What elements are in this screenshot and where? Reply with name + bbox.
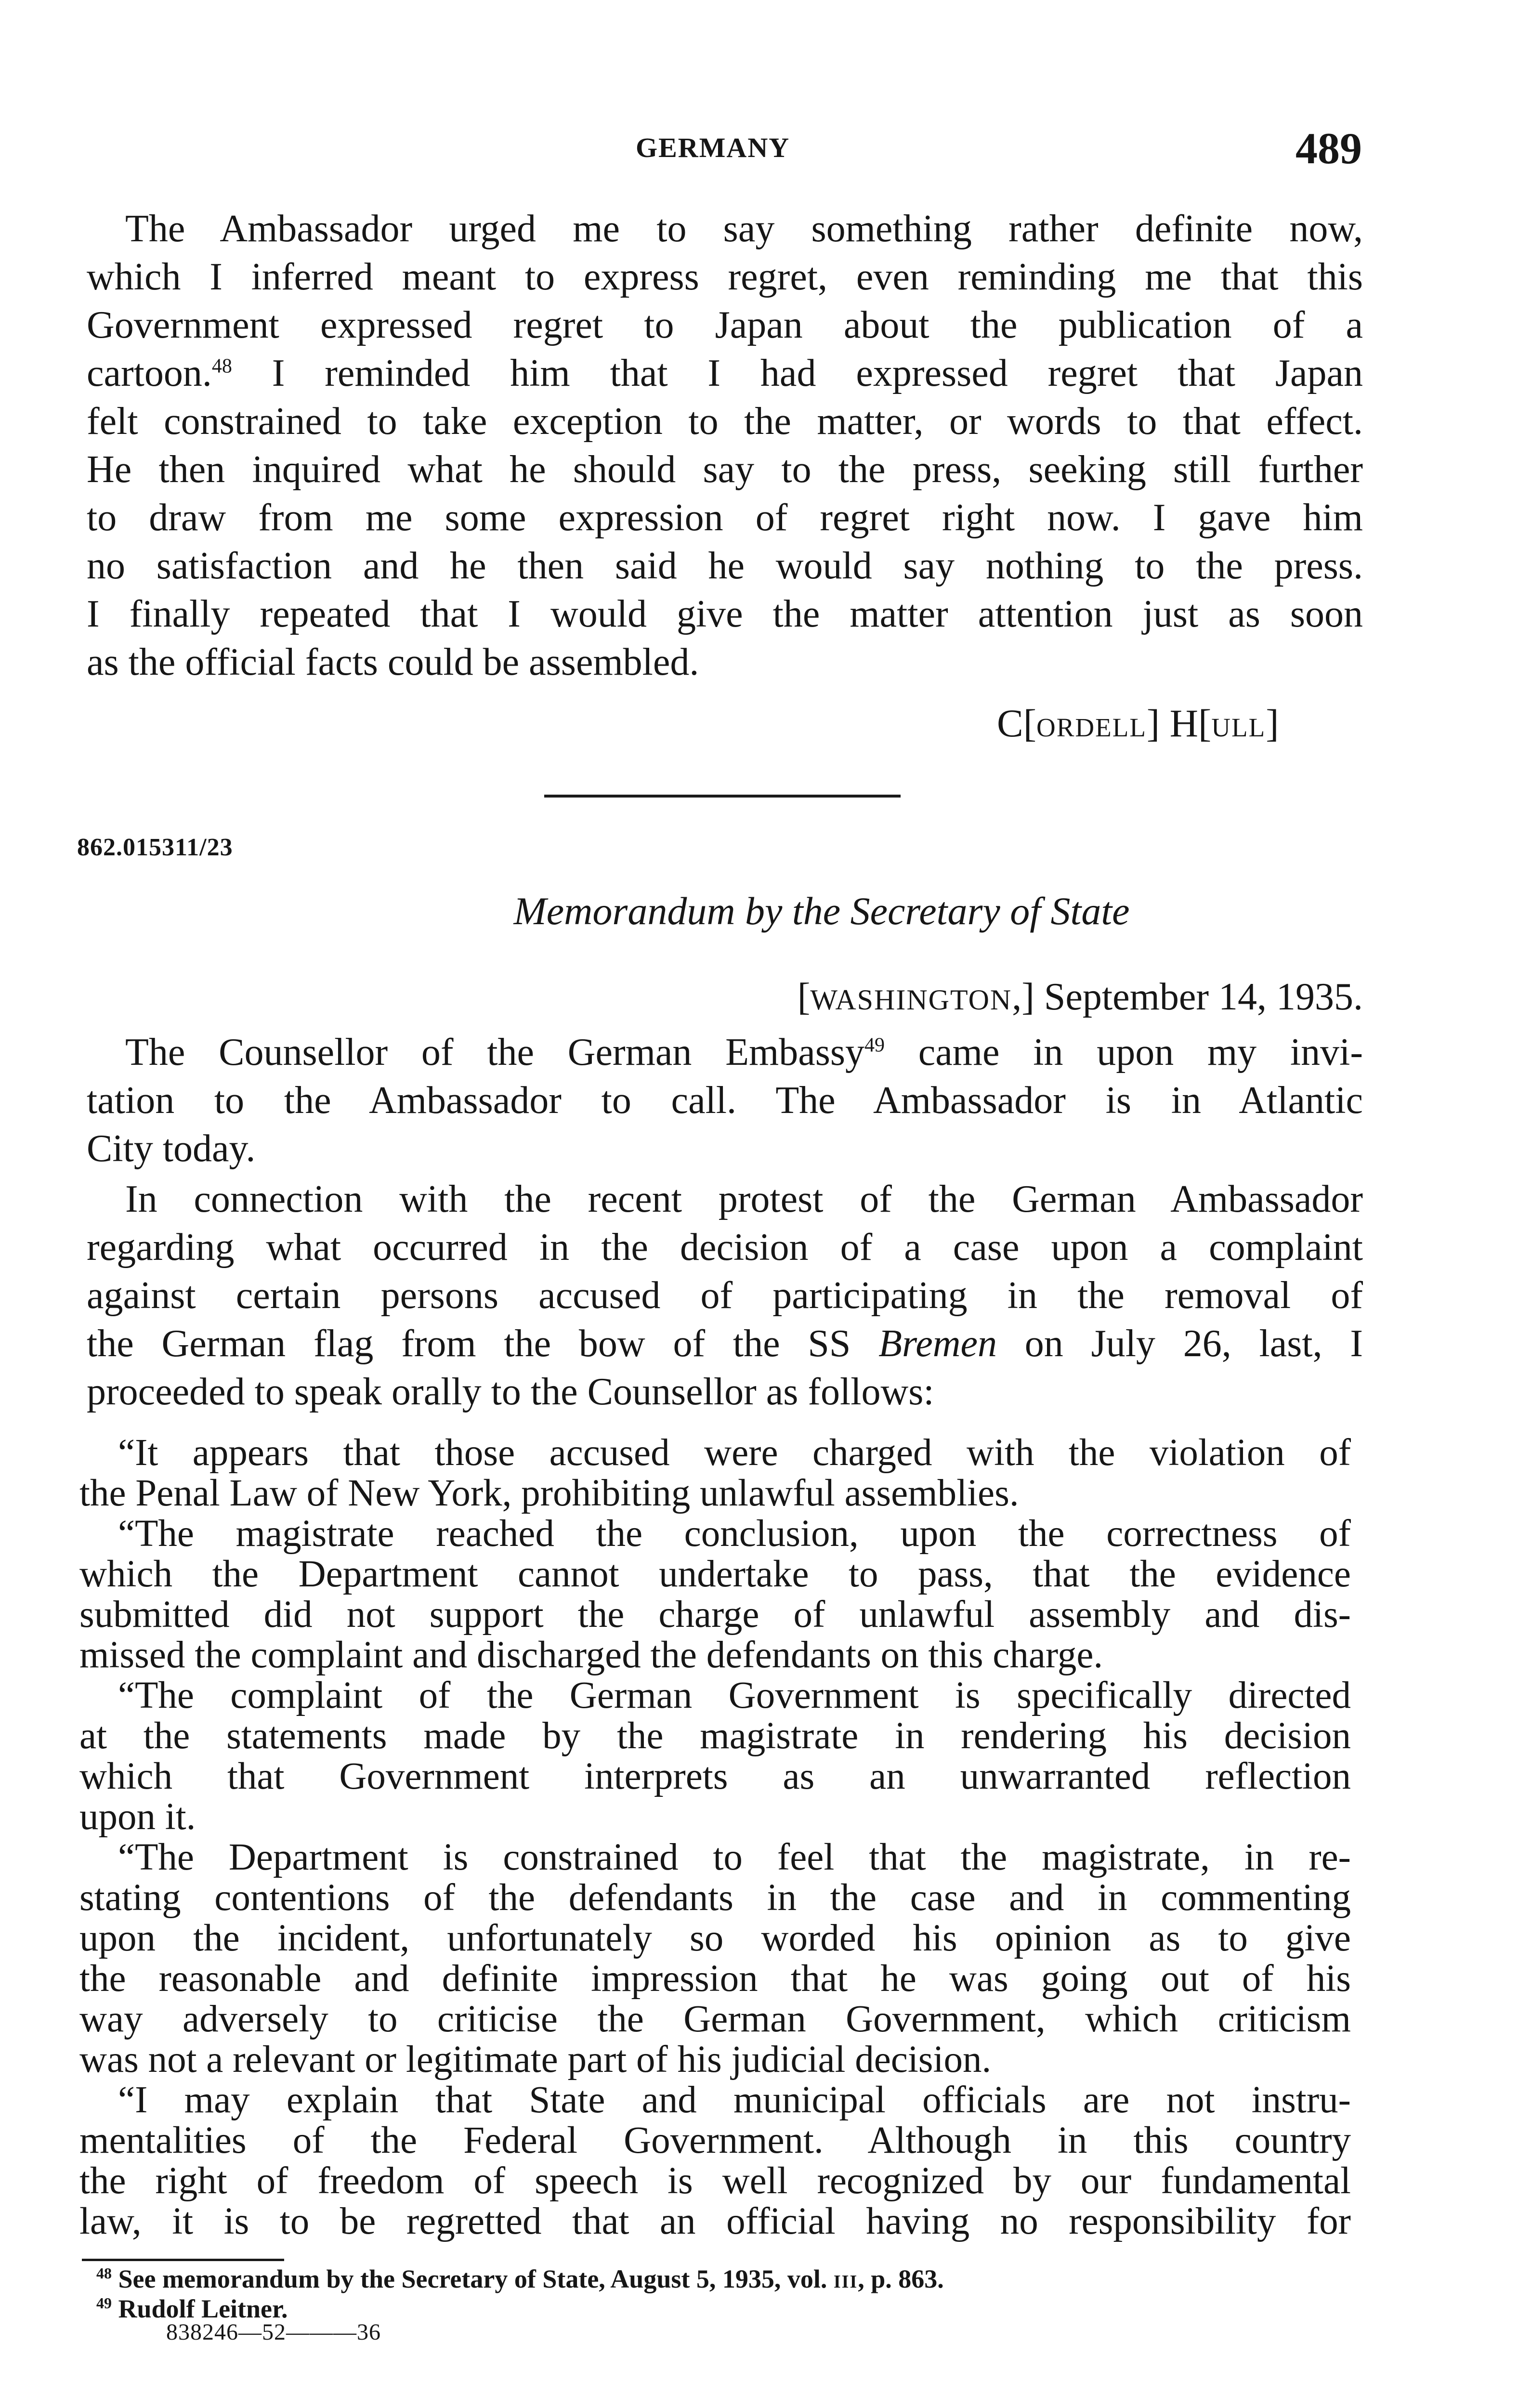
text-line: regarding what occurred in the decision of a case upon a complaint [87, 1226, 1363, 1269]
text-line: as the official facts could be assembled. [87, 641, 699, 683]
text-line: tation to the Ambassador to call. The Ambassador is in Atlantic [87, 1079, 1363, 1122]
dateline-place: WASHINGTON [810, 984, 1012, 1016]
footnote-number: 48 [96, 2264, 112, 2282]
footnote-ref-49: 49 [864, 1034, 885, 1057]
section-divider [544, 795, 901, 798]
text-line: In connection with the recent protest of the German Ambassador [125, 1178, 1363, 1220]
footnote-rule [82, 2259, 284, 2261]
text-line: felt constrained to take exception to the matter, or words to that effect. [87, 400, 1363, 443]
dateline-date: September 14, 1935. [1034, 976, 1363, 1018]
footnote-volume: III [833, 2272, 858, 2292]
quote-line: which the Department cannot undertake to pass, that the evidence [79, 1554, 1351, 1595]
text-fragment: on July 26, last, I [997, 1322, 1363, 1365]
quote-line: mentalities of the Federal Government. Although in this country [79, 2120, 1351, 2161]
quote-line: was not a relevant or legitimate part of his judicial decision. [79, 2040, 992, 2080]
text-line [87, 1320, 1363, 1368]
sig-part: ] [1266, 701, 1279, 745]
file-number: 862.015311/23 [77, 834, 233, 861]
quote-line: stating contentions of the defendants in the case and in commenting [79, 1878, 1351, 1918]
quote-line: “The complaint of the German Government is specifically directed [118, 1675, 1351, 1716]
quote-line: the reasonable and definite impression that he was going out of his [79, 1959, 1351, 1999]
dateline [694, 975, 1363, 1019]
quote-line: the right of freedom of speech is well recognized by our fundamental [79, 2161, 1351, 2201]
text-line: City today. [87, 1127, 256, 1170]
text-line: to draw from me some expression of regret right now. I gave him [87, 497, 1363, 539]
text-fragment: I reminded him that I had expressed regret that Japan [232, 352, 1363, 394]
footnote-text: , p. 863. [858, 2264, 944, 2293]
sig-part: ULL [1211, 713, 1266, 742]
quote-line: way adversely to criticise the German Government, which criticism [79, 1999, 1351, 2040]
footnote-text: See memorandum by the Secretary of State, August 5, 1935, vol. [112, 2264, 834, 2293]
quote-line: law, it is to be regretted that an official having no responsibility for [79, 2201, 1351, 2242]
quote-line: which that Government interprets as an unwarranted reflection [79, 1756, 1351, 1797]
sig-part: ] H[ [1146, 701, 1212, 745]
text-line: He then inquired what he should say to the press, seeking still further [87, 448, 1363, 491]
quote-line: “The magistrate reached the conclusion, upon the correctness of [118, 1514, 1351, 1554]
text-line: The Ambassador urged me to say something rather definite now, [125, 208, 1363, 250]
footnote-number: 49 [96, 2294, 112, 2312]
quote-line: upon the incident, unfortunately so worded his opinion as to give [79, 1918, 1351, 1959]
running-title: GERMANY [636, 132, 790, 163]
signature [997, 701, 1279, 746]
quote-line: missed the complaint and discharged the defendants on this charge. [79, 1635, 1103, 1675]
footnote-text: Rudolf Leitner. [112, 2294, 288, 2323]
text-line [125, 1028, 1363, 1076]
quote-line: at the statements made by the magistrate in rendering his decision [79, 1716, 1351, 1756]
quote-line: “The Department is constrained to feel that the magistrate, in re- [118, 1837, 1351, 1878]
text-line: proceeded to speak orally to the Counsellor as follows: [87, 1371, 934, 1413]
footnote-48 [96, 2264, 1373, 2297]
text-fragment: the German flag from the bow of the SS [87, 1322, 879, 1365]
page-number: 489 [1296, 124, 1362, 173]
text-fragment: The Counsellor of the German Embassy [125, 1031, 865, 1073]
text-fragment: came in upon my invi- [885, 1031, 1363, 1073]
quote-line: upon it. [79, 1797, 196, 1837]
text-line: which I inferred meant to express regret, even reminding me that this [87, 256, 1363, 298]
quote-line: submitted did not support the charge of unlawful assembly and dis- [79, 1595, 1351, 1635]
quote-line: the Penal Law of New York, prohibiting unlawful assemblies. [79, 1473, 1019, 1514]
text-line: I finally repeated that I would give the matter attention just as soon [87, 593, 1363, 635]
text-line: against certain persons accused of participating in the removal of [87, 1274, 1363, 1317]
quote-line: “It appears that those accused were charged with the violation of [118, 1433, 1351, 1473]
sig-part: C[ [997, 701, 1036, 745]
text-fragment: cartoon. [87, 352, 212, 394]
dateline-part: ,] [1012, 976, 1034, 1018]
ship-name: Bremen [878, 1322, 997, 1365]
quote-line: “I may explain that State and municipal officials are not instru- [118, 2080, 1351, 2120]
text-line: no satisfaction and he then said he would say nothing to the press. [87, 545, 1363, 587]
text-line [87, 349, 1363, 397]
footnote-ref-48: 48 [211, 355, 232, 378]
print-code: 838246—52———36 [166, 2319, 381, 2345]
text-line: Government expressed regret to Japan about the publication of a [87, 304, 1363, 346]
sig-part: ORDELL [1036, 713, 1147, 742]
running-head [0, 123, 1518, 176]
dateline-part: [ [797, 976, 811, 1018]
memo-title: Memorandum by the Secretary of State [513, 889, 1130, 933]
